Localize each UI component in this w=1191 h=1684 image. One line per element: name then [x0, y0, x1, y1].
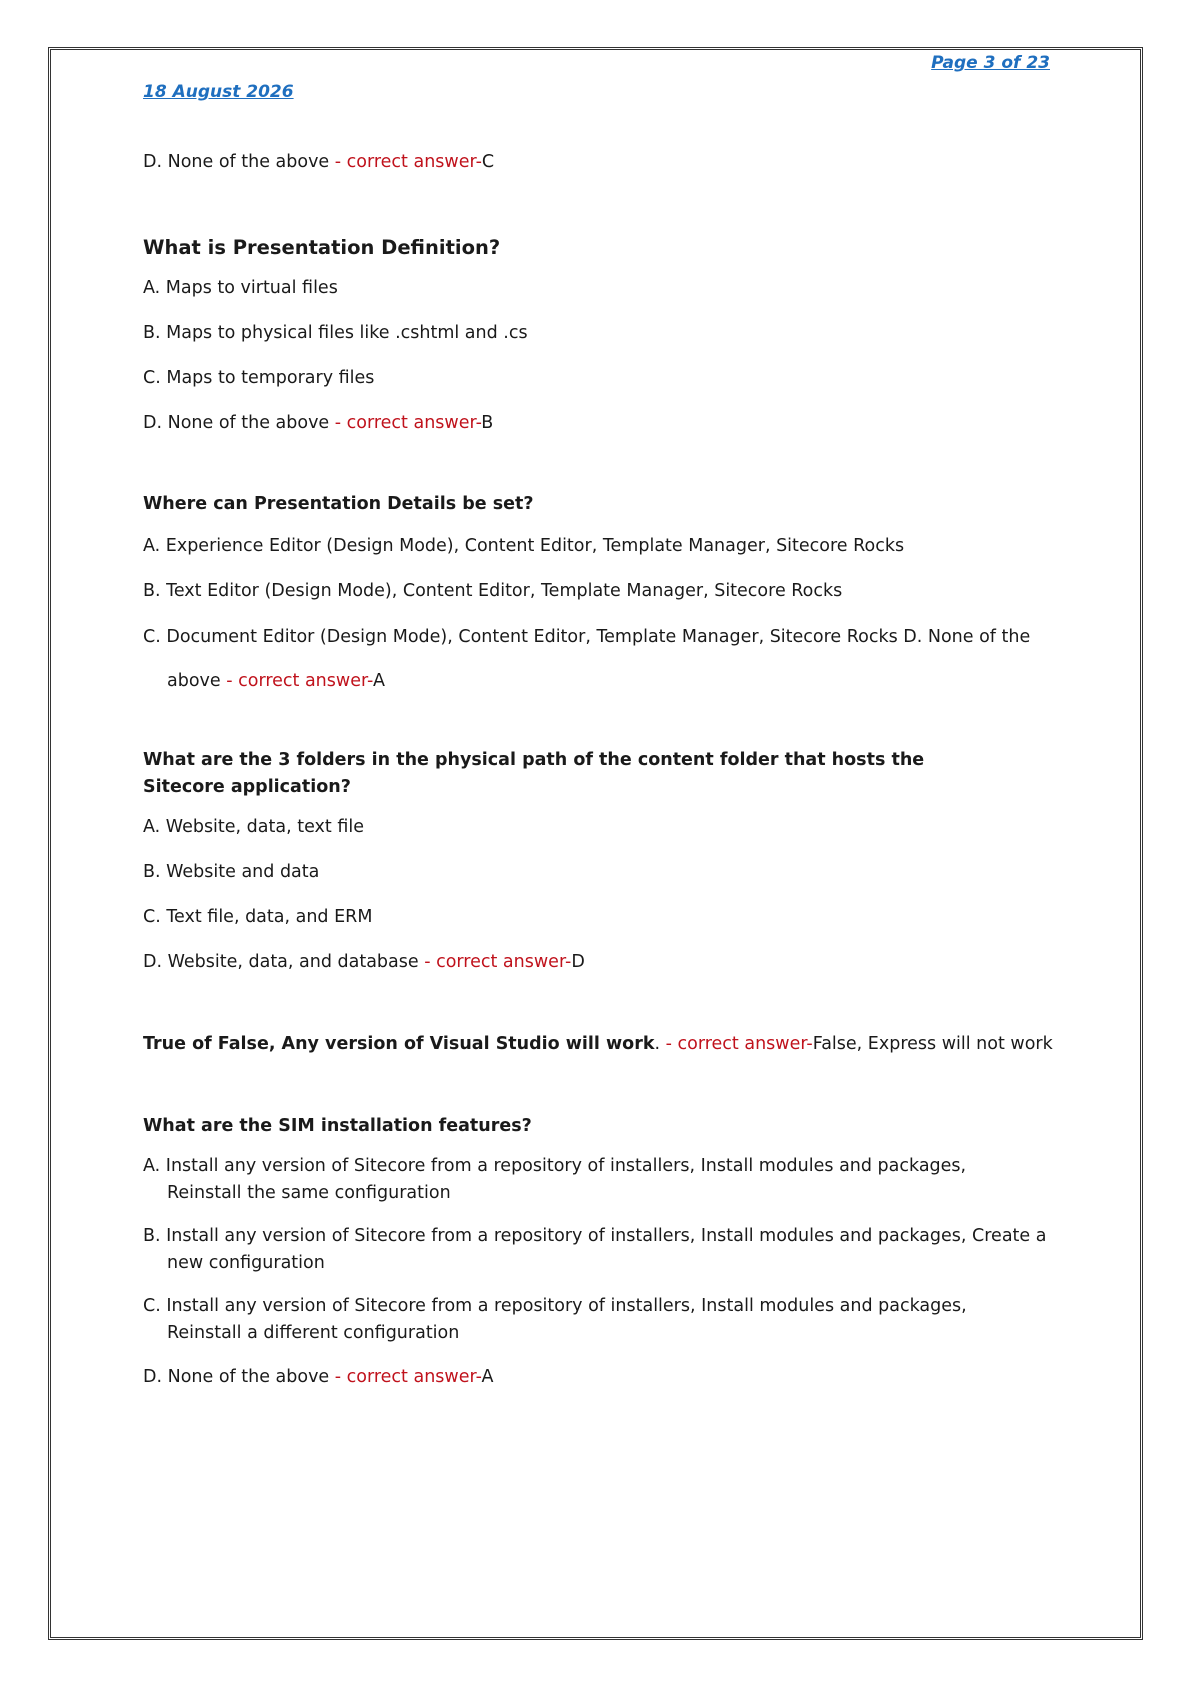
option-item: [143, 1363, 1063, 1392]
option-item: [143, 1223, 1063, 1277]
option-text: D. None of the above: [143, 413, 335, 433]
question-heading: What is Presentation Definition?: [143, 236, 501, 259]
option-text: B. Install any version of Sitecore from a repository of installers, Install modules and packages, Create a new configuration: [143, 1226, 1047, 1273]
option-item: [143, 319, 1063, 348]
correct-answer-label: - correct answer-: [334, 1367, 482, 1387]
option-text: C. Document Editor (Design Mode), Content Editor, Template Manager, Sitecore Rocks D. None of the above: [143, 627, 1031, 691]
option-item: [143, 148, 1063, 177]
question-heading: Where can Presentation Details be set?: [143, 494, 534, 514]
option-item: [143, 903, 1063, 932]
page-number: Page 3 of 23: [931, 53, 1050, 73]
option-text: A. Install any version of Sitecore from a repository of installers, Install modules and packages, Reinstall the same configuration: [143, 1156, 967, 1203]
correct-answer-value: D: [571, 952, 585, 972]
option-item: [143, 1293, 1063, 1347]
option-item: [143, 615, 1063, 703]
true-false-item: [143, 1030, 1063, 1059]
correct-answer-label: - correct answer-: [226, 671, 373, 691]
option-text: A. Maps to virtual files: [143, 278, 338, 298]
option-item: [143, 858, 1063, 887]
correct-answer-label: - correct answer-: [334, 413, 482, 433]
correct-answer-value: B: [481, 413, 494, 433]
option-text: A. Experience Editor (Design Mode), Content Editor, Template Manager, Sitecore Rocks: [143, 536, 905, 556]
option-item: [143, 1153, 1063, 1207]
question-heading: What are the SIM installation features?: [143, 1116, 532, 1136]
option-text: A. Website, data, text file: [143, 817, 364, 837]
option-text: B. Website and data: [143, 862, 320, 882]
option-text: B. Maps to physical files like .cshtml and .cs: [143, 323, 528, 343]
correct-answer-label: - correct answer-: [665, 1034, 813, 1054]
option-item: [143, 409, 1063, 438]
option-item: [143, 948, 1063, 977]
option-text: C. Install any version of Sitecore from a repository of installers, Install modules and packages, Reinstall a different configuration: [143, 1296, 967, 1343]
option-item: [143, 813, 1063, 842]
question-suffix: .: [654, 1034, 666, 1054]
question-heading: True of False, Any version of Visual Studio will work: [143, 1034, 655, 1054]
option-text: C. Text file, data, and ERM: [143, 907, 373, 927]
correct-answer-label: - correct answer-: [424, 952, 572, 972]
option-text: D. None of the above: [143, 1367, 335, 1387]
option-item: [143, 364, 1063, 393]
correct-answer-value: A: [481, 1367, 494, 1387]
correct-answer-value: False, Express will not work: [812, 1034, 1053, 1054]
option-text: D. Website, data, and database: [143, 952, 425, 972]
correct-answer-label: - correct answer-: [334, 152, 482, 172]
option-text: D. None of the above: [143, 152, 335, 172]
question-heading: What are the 3 folders in the physical path of the content folder that hosts the Sitecore application?: [143, 750, 925, 797]
correct-answer-value: A: [372, 671, 385, 691]
option-item: [143, 532, 1063, 561]
option-item: [143, 274, 1063, 303]
option-text: B. Text Editor (Design Mode), Content Editor, Template Manager, Sitecore Rocks: [143, 581, 843, 601]
option-text: C. Maps to temporary files: [143, 368, 375, 388]
document-body: [143, 148, 1063, 1392]
correct-answer-value: C: [481, 152, 495, 172]
option-item: [143, 577, 1063, 606]
page-date: 18 August 2026: [143, 82, 294, 102]
